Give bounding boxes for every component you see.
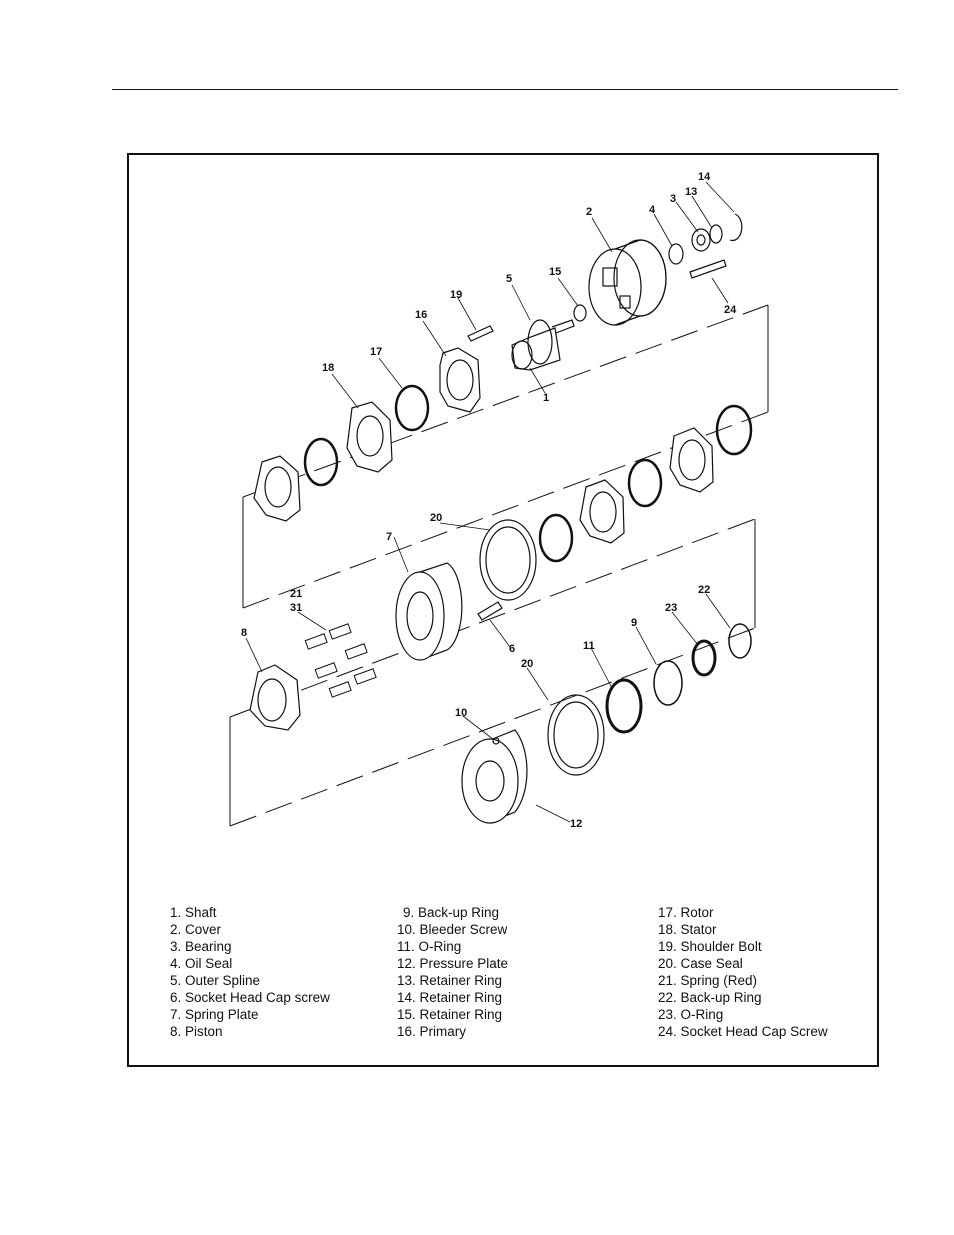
- stator-part: [347, 402, 392, 472]
- callout-20-lower: 20: [521, 658, 534, 670]
- legend-item: 5. Outer Spline: [170, 973, 261, 988]
- legend-column-1: [170, 904, 330, 1040]
- legend-item: 2. Cover: [170, 922, 222, 937]
- case-seal-upper: [480, 520, 536, 600]
- oil-seal-part: [669, 244, 683, 264]
- callout-12: 12: [570, 818, 583, 830]
- callout-4: 4: [649, 204, 656, 216]
- callout-9: 9: [631, 617, 638, 629]
- pressure-plate-part: [462, 730, 527, 823]
- callout-2: 2: [586, 206, 593, 218]
- legend-item: 20. Case Seal: [658, 956, 743, 971]
- callout-7: 7: [386, 531, 393, 543]
- shaft-part: [512, 320, 574, 370]
- legend-item: 11. O-Ring: [397, 939, 462, 954]
- callout-18: 18: [322, 362, 335, 374]
- callout-24: 24: [724, 304, 737, 316]
- callout-14: 14: [698, 171, 711, 183]
- legend-item: 15. Retainer Ring: [397, 1007, 503, 1022]
- springs: [305, 624, 376, 697]
- legend-item: 19. Shoulder Bolt: [658, 939, 762, 954]
- primary-part: [440, 348, 480, 412]
- legend-item: 24. Socket Head Cap Screw: [658, 1024, 828, 1039]
- legend-item: 7. Spring Plate: [170, 1007, 259, 1022]
- o-ring-23: [693, 641, 715, 675]
- callout-6: 6: [509, 643, 516, 655]
- legend-item: 22. Back-up Ring: [658, 990, 762, 1005]
- legend-item: 4. Oil Seal: [170, 956, 233, 971]
- callout-21: 21: [290, 588, 303, 600]
- callout-20-upper: 20: [430, 512, 443, 524]
- cap-screw-24: [690, 260, 726, 278]
- legend-item: 23. O-Ring: [658, 1007, 724, 1022]
- cap-screw-6: [478, 602, 502, 620]
- legend-item: 9. Back-up Ring: [403, 905, 500, 920]
- callout-5: 5: [506, 273, 513, 285]
- legend-item: 8. Piston: [170, 1024, 223, 1039]
- callout-23: 23: [665, 602, 678, 614]
- leader-lines: [246, 182, 734, 822]
- spring-plate-part: [396, 563, 462, 660]
- legend-column-3: [658, 904, 828, 1040]
- cover-part: [589, 240, 666, 325]
- retainer-ring-14: [730, 214, 742, 240]
- callout-11: 11: [583, 640, 595, 652]
- legend-item: 13. Retainer Ring: [397, 973, 503, 988]
- legend-item: 12. Pressure Plate: [397, 956, 509, 971]
- bearing-part: [692, 229, 710, 251]
- callout-8: 8: [241, 627, 248, 639]
- legend-item: 1. Shaft: [170, 905, 217, 920]
- callout-22: 22: [698, 584, 711, 596]
- legend-item: 10. Bleeder Screw: [397, 922, 508, 937]
- legend-item: 16. Primary: [397, 1024, 467, 1039]
- legend-item: 6. Socket Head Cap screw: [170, 990, 330, 1005]
- callout-31: 31: [290, 602, 303, 614]
- callout-3: 3: [670, 193, 677, 205]
- callout-10: 10: [455, 707, 468, 719]
- legend-item: 21. Spring (Red): [658, 973, 758, 988]
- callout-16: 16: [415, 309, 428, 321]
- callout-13: 13: [685, 186, 698, 198]
- callout-labels: [241, 171, 737, 830]
- callout-15: 15: [549, 266, 562, 278]
- callout-19: 19: [450, 289, 463, 301]
- back-up-ring-9: [654, 661, 682, 705]
- legend-item: 17. Rotor: [658, 905, 714, 920]
- retainer-ring-15: [574, 305, 586, 321]
- legend-item: 3. Bearing: [170, 939, 232, 954]
- shoulder-bolt: [468, 326, 493, 341]
- case-seal-lower: [548, 695, 604, 775]
- back-up-ring-22: [729, 624, 751, 658]
- rotor-part: [396, 386, 428, 430]
- callout-17: 17: [370, 346, 383, 358]
- piston-part: [250, 665, 300, 730]
- callout-1: 1: [543, 392, 550, 404]
- legend-item: 18. Stator: [658, 922, 717, 937]
- legend-column-2: [397, 904, 508, 1040]
- legend-item: 14. Retainer Ring: [397, 990, 503, 1005]
